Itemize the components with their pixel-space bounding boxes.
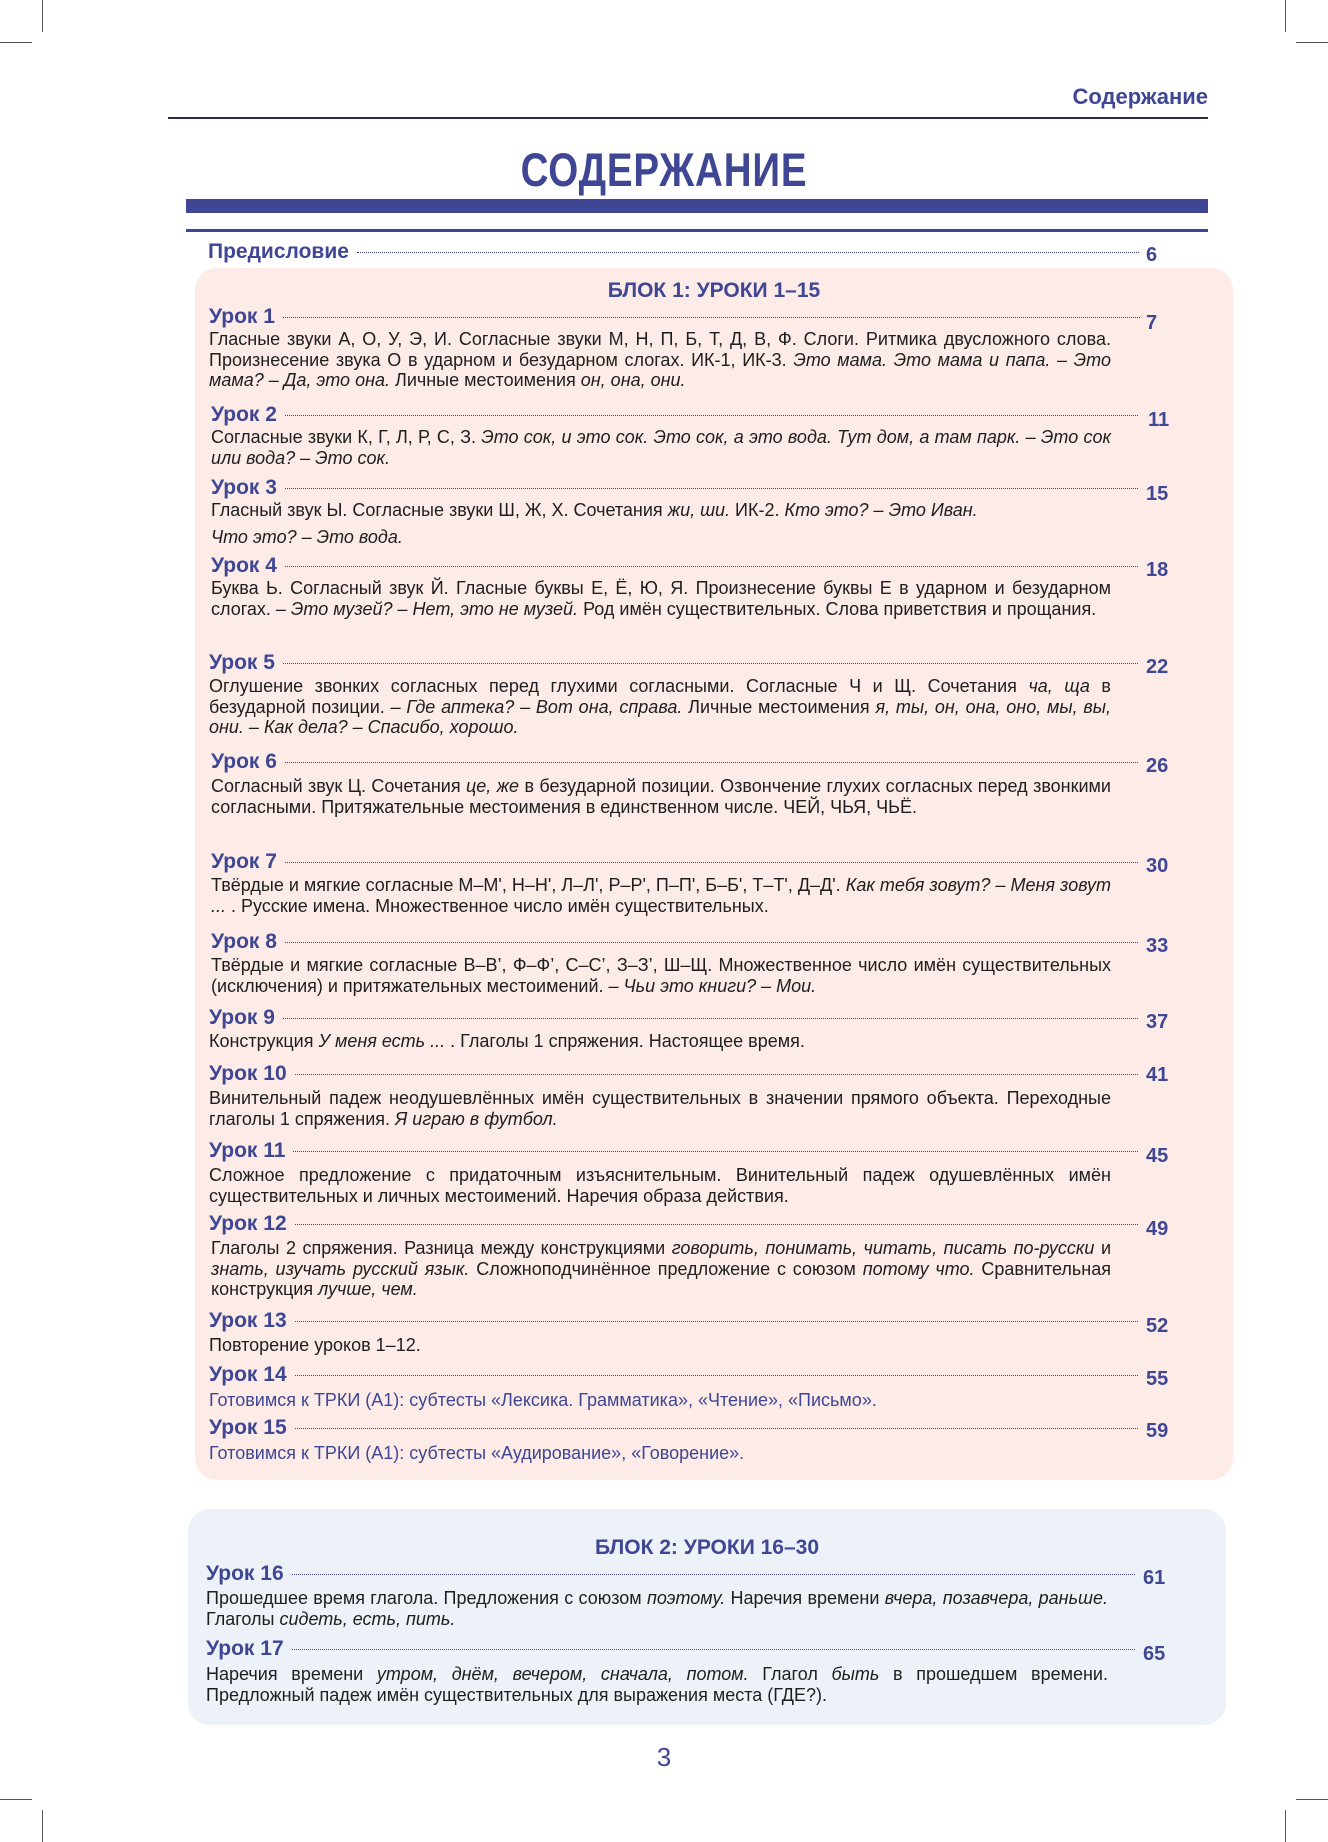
toc-entry-label: Урок 15 [209,1416,287,1439]
page-ref: 26 [1146,755,1169,777]
toc-entry-lesson-10[interactable] [209,1062,1143,1086]
toc-entry-label: Предисловие [208,240,349,263]
leader-dots [285,942,1138,943]
toc-entry-lesson-14[interactable] [209,1363,1143,1387]
toc-entry-lesson-2[interactable] [211,403,1143,427]
toc-entry-lesson-11[interactable] [209,1139,1143,1163]
toc-entry-label: Урок 16 [206,1562,284,1585]
toc-entry-lesson-7[interactable] [211,850,1143,874]
page-ref: 61 [1143,1567,1166,1589]
toc-entry-label: Урок 7 [211,850,277,873]
lesson-description: Твёрдые и мягкие согласные В–В’, Ф–Ф’, С–С’, З–З’, Ш–Щ. Множественное число имён существительных (исключения) и притяжательных местоимений. – Чьи это книги? – Мои. [211,955,1111,996]
page-ref: 55 [1146,1368,1169,1390]
page-ref: 49 [1146,1218,1169,1240]
crop-mark [1285,1810,1286,1842]
lesson-description: Согласный звук Ц. Сочетания це, же в безударной позиции. Озвончение глухих согласных перед звонкими согласными. Притяжательные местоимения в единственном числе. ЧЕЙ, ЧЬЯ, ЧЬЁ. [211,776,1111,817]
toc-entry-lesson-3[interactable] [211,476,1143,500]
running-head: Содержание [1072,84,1208,109]
leader-dots [292,1649,1135,1650]
page-ref: 33 [1146,935,1169,957]
toc-entry-label: Урок 13 [209,1309,287,1332]
toc-entry-label: Урок 9 [209,1006,275,1029]
lesson-description: Наречия времени утром, днём, вечером, сначала, потом. Глагол быть в прошедшем времени. Предложный падеж имён существительных для выражения места (ГДЕ?). [206,1664,1108,1705]
crop-mark [1296,1799,1328,1800]
toc-entry-label: Урок 12 [209,1212,287,1235]
crop-mark [0,1799,32,1800]
page-ref: 45 [1146,1145,1169,1167]
leader-dots [295,1321,1138,1322]
leader-dots [285,566,1138,567]
lesson-description: Винительный падеж неодушевлённых имён существительных в значении прямого объекта. Переходные глаголы 1 спряжения. Я играю в футбол. [209,1088,1111,1129]
leader-dots [285,762,1138,763]
leader-dots [293,1151,1138,1152]
leader-dots [292,1574,1135,1575]
page-ref: 22 [1146,656,1169,678]
page-ref: 15 [1146,483,1169,505]
toc-entry-lesson-9[interactable] [209,1006,1143,1030]
crop-mark [42,1810,43,1842]
toc-entry-label: Урок 3 [211,476,277,499]
leader-dots [283,317,1140,318]
lesson-description: Буква Ь. Согласный звук Й. Гласные буквы Е, Ё, Ю, Я. Произнесение буквы Е в ударном и безударном слогах. – Это музей? – Нет, это не музей. Род имён существительных. Слова приветствия и прощания. [211,578,1111,619]
lesson-description: Повторение уроков 1–12. [209,1335,421,1355]
leader-dots [285,862,1138,863]
toc-entry-lesson-6[interactable] [211,750,1143,774]
toc-entry-label: Урок 4 [211,554,277,577]
crop-mark [0,42,32,43]
crop-mark [1285,0,1286,32]
header-rule [168,117,1208,119]
page-ref: 6 [1146,244,1158,266]
toc-entry-lesson-4[interactable] [211,554,1143,578]
toc-entry-label: Урок 17 [206,1637,284,1660]
leader-dots [357,252,1139,253]
toc-entry-lesson-8[interactable] [211,930,1143,954]
block-2-title: БЛОК 2: УРОКИ 16–30 [594,1536,820,1559]
lesson-description: Готовимся к ТРКИ (А1): субтесты «Аудирование», «Говорение». [209,1443,745,1463]
crop-mark [42,0,43,32]
leader-dots [295,1375,1138,1376]
toc-entry-lesson-1[interactable] [209,305,1145,329]
leader-dots [295,1224,1138,1225]
crop-mark [1296,42,1328,43]
toc-entry-label: Урок 11 [209,1139,286,1162]
lesson-description: Оглушение звонких согласных перед глухими согласными. Согласные Ч и Щ. Сочетания ча, ща в безударной позиции. – Где аптека? – Вот она, справа. Личные местоимения я, ты, он, она, оно, мы, вы, они. – Как дела? – Спасибо, хорошо. [209,676,1111,737]
page-ref: 7 [1146,312,1158,334]
toc-entry-lesson-17[interactable] [206,1637,1140,1661]
toc-entry-lesson-16[interactable] [206,1562,1140,1586]
toc-entry-label: Урок 14 [209,1363,287,1386]
lesson-description: Твёрдые и мягкие согласные М–М', Н–Н', Л–Л', Р–Р', П–П', Б–Б', Т–Т', Д–Д'. Как тебя зовут? – Меня зовут ... . Русские имена. Множественное число имён существительных. [211,875,1112,916]
lesson-description: Сложное предложение с придаточным изъяснительным. Винительный падеж одушевлённых имён существительных и личных местоимений. Наречия образа действия. [209,1165,1111,1206]
toc-entry-label: Урок 10 [209,1062,287,1085]
page-ref: 52 [1146,1315,1169,1337]
page-ref: 30 [1146,855,1169,877]
title-bar [186,199,1208,213]
block-1-title: БЛОК 1: УРОКИ 1–15 [607,279,821,302]
lesson-description: Прошедшее время глагола. Предложения с союзом поэтому. Наречия времени вчера, позавчера, раньше. Глаголы сидеть, есть, пить. [206,1588,1108,1629]
toc-entry-label: Урок 5 [209,651,275,674]
title-underline [186,229,1208,232]
toc-entry-label: Урок 6 [211,750,277,773]
toc-entry-label: Урок 2 [211,403,277,426]
leader-dots [285,488,1138,489]
lesson-description: Конструкция У меня есть ... . Глаголы 1 спряжения. Настоящее время. [209,1031,805,1051]
leader-dots [283,1018,1138,1019]
page-ref: 18 [1146,559,1169,581]
lesson-description: Глаголы 2 спряжения. Разница между конструкциями говорить, понимать, читать, писать по-русски и знать, изучать русский язык. Сложноподчинённое предложение с союзом потому что. Сравнительная конструкция лучше, чем. [211,1238,1111,1299]
toc-entry-lesson-5[interactable] [209,651,1143,675]
lesson-description: Гласные звуки А, О, У, Э, И. Согласные звуки М, Н, П, Б, Т, Д, В, Ф. Слоги. Ритмика двусложного слова. Произнесение звука О в ударном и безударном слогах. ИК-1, ИК-3. Это мама. Это мама и папа. – Это мама? – Да, это она. Личные местоимения он, она, они. [209,329,1111,390]
lesson-description: Согласные звуки К, Г, Л, Р, С, З. Это сок, и это сок. Это сок, а это вода. Тут дом, а там парк. – Это сок или вода? – Это сок. [211,427,1111,468]
leader-dots [285,415,1138,416]
page-ref: 59 [1146,1420,1169,1442]
page-ref: 11 [1148,409,1170,431]
leader-dots [295,1074,1138,1075]
lesson-description: Готовимся к ТРКИ (А1): субтесты «Лексика. Грамматика», «Чтение», «Письмо». [209,1390,877,1410]
leader-dots [295,1428,1138,1429]
lesson-description: Гласный звук Ы. Согласные звуки Ш, Ж, Х. Сочетания жи, ши. ИК-2. Кто это? – Это Иван. Что это? – Это вода. [211,500,978,547]
leader-dots [283,663,1138,664]
toc-entry-label: Урок 1 [209,305,275,328]
page-ref: 41 [1146,1064,1169,1086]
page-ref: 37 [1146,1011,1169,1033]
toc-entry-preface[interactable] [208,240,1144,264]
page-number: 3 [656,1742,672,1772]
toc-entry-lesson-12[interactable] [209,1212,1143,1236]
toc-entry-label: Урок 8 [211,930,277,953]
toc-entry-lesson-13[interactable] [209,1309,1143,1333]
page-ref: 65 [1143,1643,1166,1665]
page-title: СОДЕРЖАНИЕ [520,143,808,196]
toc-entry-lesson-15[interactable] [209,1416,1143,1440]
